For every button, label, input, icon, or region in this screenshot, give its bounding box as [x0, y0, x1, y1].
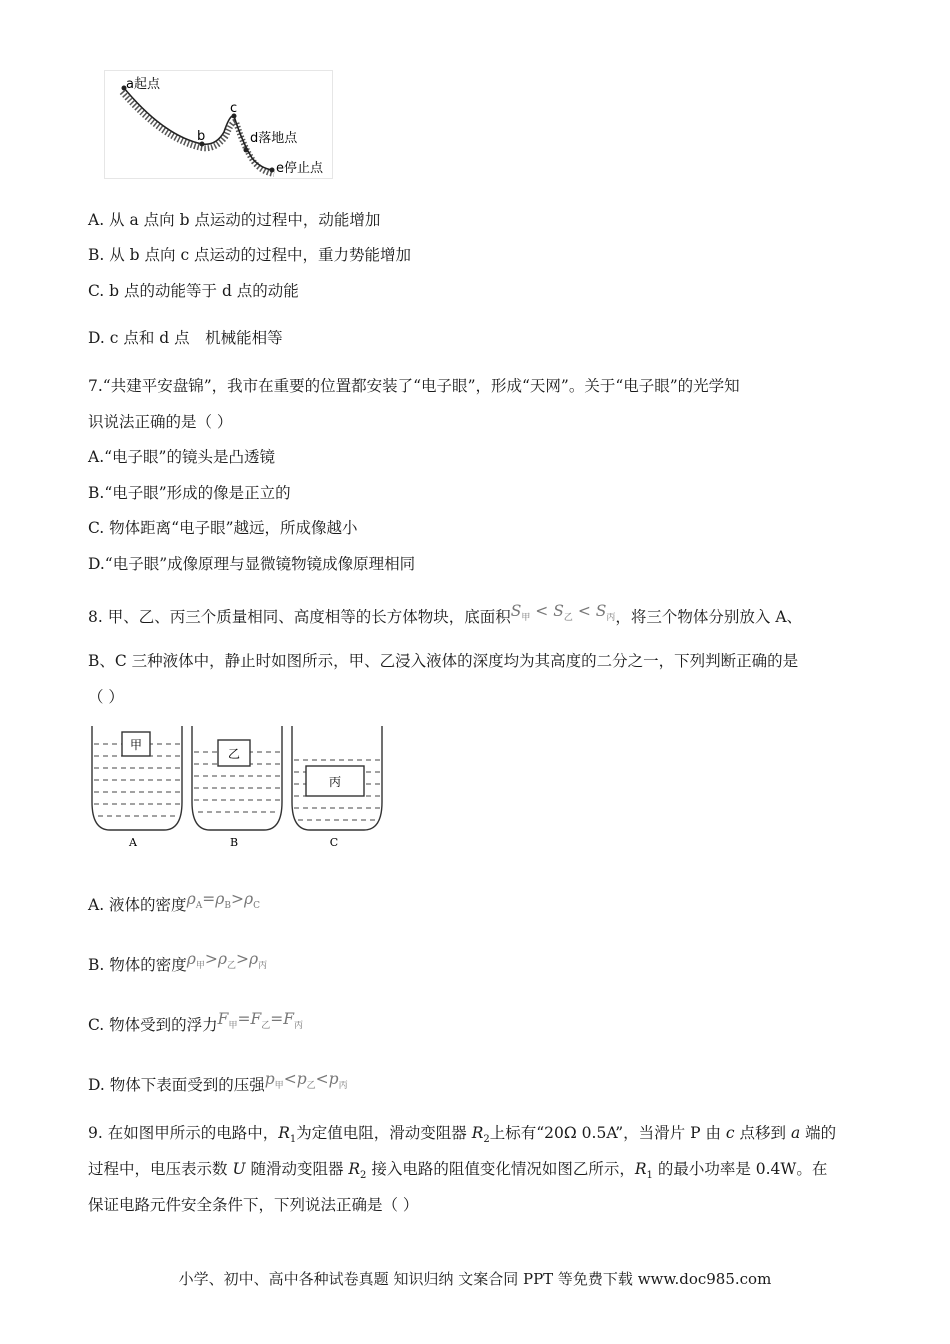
label-d: d落地点: [250, 131, 298, 146]
q6-option-b: B. 从 b 点向 c 点运动的过程中，重力势能增加: [88, 246, 412, 264]
q7-option-d: D.“电子眼”成像原理与显微镜物镜成像原理相同: [88, 555, 416, 573]
q7-option-a: A.“电子眼”的镜头是凸透镜: [88, 448, 275, 466]
block-label-bing: 丙: [328, 775, 342, 789]
q8-option-b: B. 物体的密度$\rho_甲>\rho_乙>\rho_丙$: [88, 948, 267, 977]
point-e: [270, 168, 275, 173]
label-c: c: [230, 101, 238, 116]
q9-stem-line2: 过程中，电压表示数 U 随滑动变阻器 $R_2$ 接入电路的阻值变化情况如图乙所示，$R_1$ 的最小功率是 0.4W。在: [88, 1160, 828, 1182]
q8-stem-line3: （ ）: [88, 688, 124, 706]
q9-stem-line3: 保证电路元件安全条件下，下列说法正确是（ ）: [88, 1196, 419, 1214]
q8-option-d-math: $p_甲<p_乙<p_丙$: [264, 1070, 348, 1092]
track-diagram: [104, 70, 334, 180]
point-d: [244, 148, 249, 153]
q8-option-a-math: $\rho_A=\rho_B>\rho_C$: [186, 890, 260, 912]
q7-stem-line1: 7.“共建平安盘锦”，我市在重要的位置都安装了“电子眼”，形成“天网”。关于“电子眼”的光学知: [88, 377, 740, 395]
container-label-a: A: [129, 836, 137, 849]
q6-option-d: D. c 点和 d 点 机械能相等: [88, 329, 283, 347]
q8-stem-line1: [88, 600, 802, 629]
q8-stem-prefix: 8. 甲、乙、丙三个质量相同、高度相等的长方体物块，底面积: [88, 608, 511, 626]
block-label-jia: 甲: [129, 738, 143, 752]
q7-option-c: C. 物体距离“电子眼”越远，所成像越小: [88, 519, 358, 537]
q6-option-c: C. b 点的动能等于 d 点的动能: [88, 282, 299, 300]
containers-figure: [88, 722, 384, 850]
page-footer: 小学、初中、高中各种试卷真题 知识归纳 文案合同 PPT 等免费下载 www.doc985.com: [178, 1270, 772, 1288]
q8-option-b-math: $\rho_甲>\rho_乙>\rho_丙$: [186, 950, 268, 972]
q8-option-c: C. 物体受到的浮力$F_甲=F_乙=F_丙$: [88, 1008, 303, 1037]
q8-option-a: A. 液体的密度$\rho_A=\rho_B>\rho_C$: [88, 888, 260, 917]
containers-diagram: [88, 722, 384, 850]
q8-option-c-math: $F_甲=F_乙=F_丙$: [217, 1010, 304, 1032]
q8-option-d: D. 物体下表面受到的压强$p_甲<p_乙<p_丙$: [88, 1068, 348, 1097]
q8-stem-suffix: ，将三个物体分别放入 A、: [615, 608, 803, 626]
label-b: b: [197, 129, 206, 144]
q6-option-a: A. 从 a 点向 b 点运动的过程中，动能增加: [88, 211, 381, 229]
container-label-c: C: [329, 836, 339, 849]
q7-option-b: B.“电子眼”形成的像是正立的: [88, 484, 291, 502]
q9-stem-line1: 9. 在如图甲所示的电路中，$R_1$为定值电阻，滑动变阻器 $R_2$上标有“20Ω 0.5A”，当滑片 P 由 c 点移到 a 端的: [88, 1124, 837, 1146]
label-a: a起点: [126, 77, 160, 92]
q8-area-inequality: $S_甲 < S_乙 < S_丙$: [510, 602, 616, 624]
label-e: e停止点: [276, 161, 323, 176]
container-label-b: B: [229, 836, 239, 849]
q8-stem-line2: B、C 三种液体中，静止时如图所示，甲、乙浸入液体的深度均为其高度的二分之一，下列判断正确的是: [88, 652, 799, 670]
track-figure: [104, 70, 334, 180]
block-label-yi: 乙: [227, 747, 241, 761]
q7-stem-line2: 识说法正确的是（ ）: [88, 413, 233, 431]
